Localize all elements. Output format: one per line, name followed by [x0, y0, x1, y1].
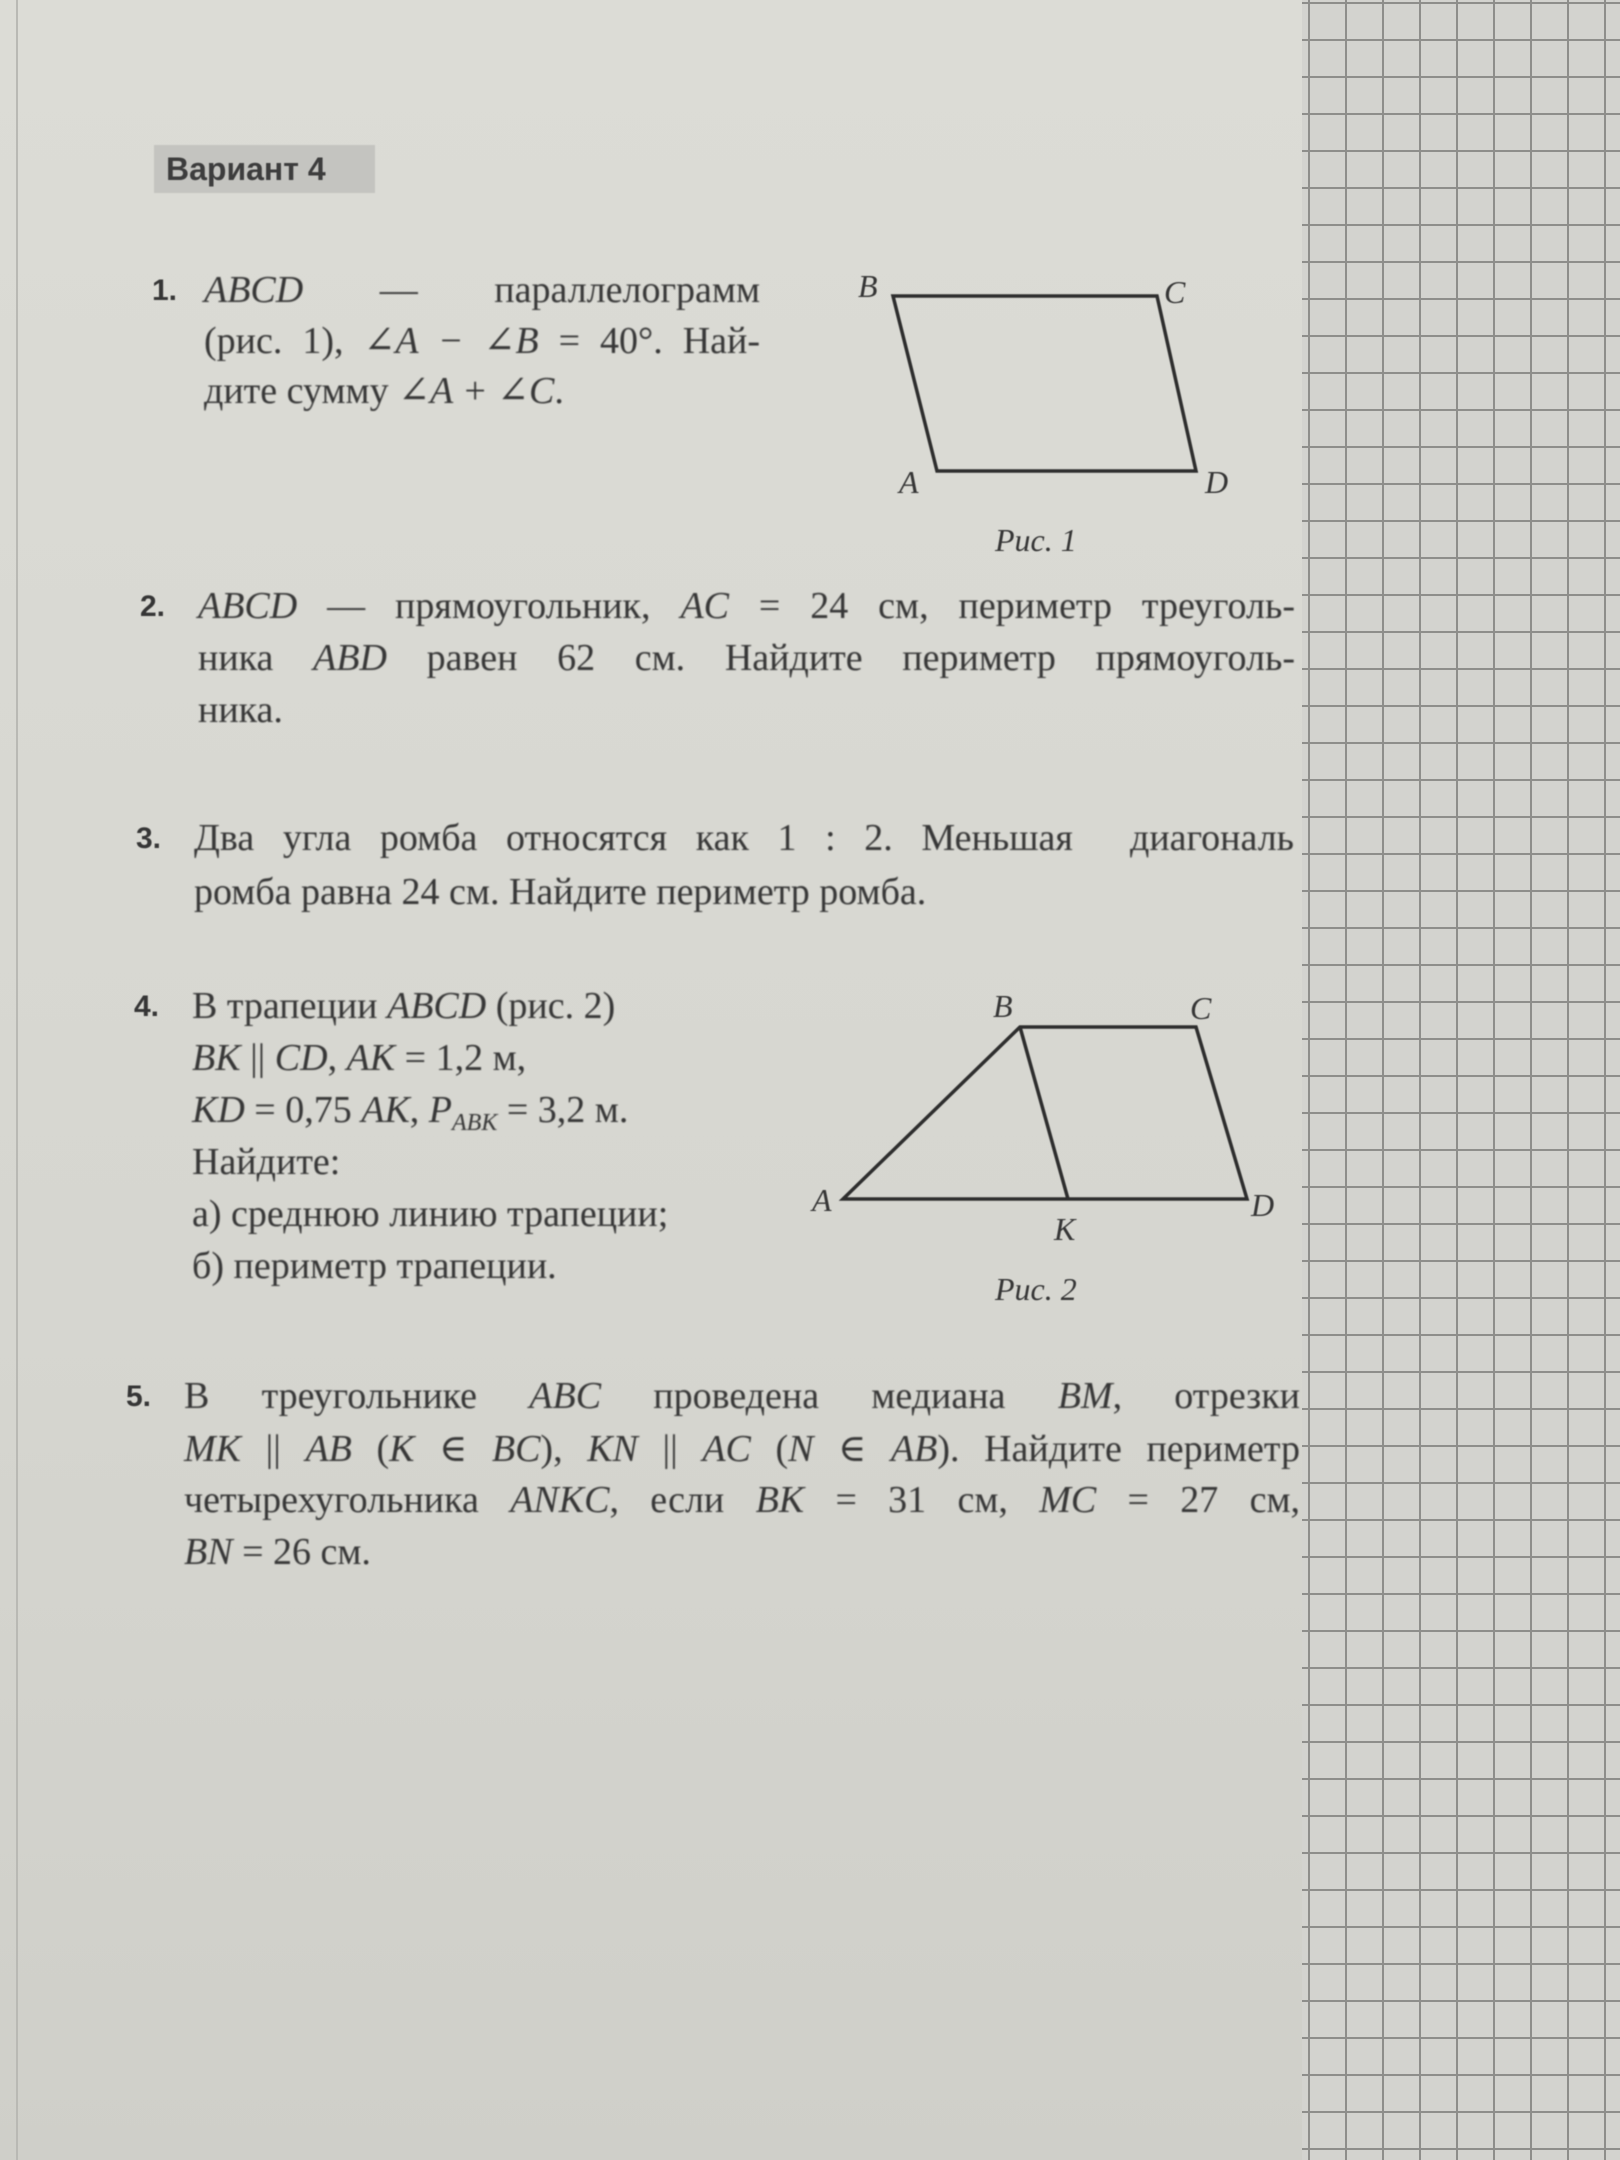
fig1-label-b: B — [858, 268, 878, 304]
fig2-label-d: D — [1251, 1187, 1275, 1223]
text-segment: В трапеции — [192, 985, 387, 1027]
fig2-caption: Рис. 2 — [995, 1271, 1077, 1307]
problem-number: 3. — [136, 822, 162, 855]
math-expression: AK — [361, 1089, 410, 1131]
text-segment: , — [409, 1089, 429, 1131]
text-segment: — прямоугольник, — [297, 585, 681, 627]
parallelogram-abcd — [893, 296, 1196, 471]
math-expression: P — [428, 1089, 453, 1131]
math-expression: ABCD — [204, 269, 304, 311]
math-expression: ANKC — [510, 1479, 610, 1521]
text-segment: = 31 см, — [804, 1479, 1040, 1521]
text-segment: дите сумму — [204, 370, 399, 412]
problem-number: 5. — [126, 1380, 152, 1413]
text-segment: , — [327, 1037, 347, 1079]
segment-bk — [1020, 1027, 1068, 1199]
text-segment: = 0,75 — [244, 1089, 362, 1131]
math-expression: BK — [755, 1479, 805, 1521]
math-expression: MC — [1039, 1479, 1097, 1521]
math-expression: KN — [587, 1428, 638, 1470]
text-segment: В треугольнике — [184, 1375, 530, 1417]
fig2-label-b: B — [993, 988, 1013, 1024]
text-segment: = 3,2 м. — [497, 1089, 629, 1131]
math-expression: ABCD — [198, 585, 298, 627]
math-expression: N — [788, 1428, 814, 1470]
text-segment: , отрезки — [1112, 1375, 1300, 1417]
text-segment: а) среднюю линию трапеции; — [192, 1193, 669, 1235]
fig1-label-c: C — [1164, 274, 1186, 310]
problem-number: 4. — [134, 990, 160, 1023]
fig2-label-c: C — [1190, 990, 1212, 1026]
text-segment: ∈ — [813, 1428, 891, 1470]
math-expression: AC — [680, 585, 729, 627]
math-expression: ABC — [529, 1375, 602, 1417]
text-segment: ( — [750, 1428, 789, 1470]
text-segment: ( — [351, 1428, 390, 1470]
problem-number: 2. — [140, 590, 166, 623]
text-segment: || — [241, 1428, 306, 1470]
text-segment: ромба равна 24 см. Найдите периметр ромба. — [194, 871, 927, 913]
math-expression: ∠A + ∠C — [398, 370, 555, 412]
math-expression: ABCD — [387, 985, 487, 1027]
text-segment: ∈ — [414, 1428, 492, 1470]
text-segment: — параллелограмм — [303, 269, 760, 311]
math-expression: AC — [702, 1428, 751, 1470]
text-segment: Найдите: — [192, 1141, 341, 1183]
math-expression: KD — [192, 1089, 245, 1131]
text-segment: || — [637, 1428, 703, 1470]
text-segment: , если — [609, 1479, 756, 1521]
math-expression: AB — [305, 1428, 352, 1470]
math-expression: CD — [274, 1037, 328, 1079]
text-segment: Два угла ромба относятся как 1 : 2. Меньшая диагональ — [194, 817, 1294, 859]
fig2-label-k: K — [1054, 1211, 1076, 1247]
text-segment: = 27 см, — [1096, 1479, 1300, 1521]
math-expression: BN — [184, 1531, 233, 1573]
text-segment: проведена медиана — [601, 1375, 1058, 1417]
text-segment: (рис. 1), — [204, 320, 364, 362]
fig1-label-a: A — [899, 464, 919, 500]
text-segment: . — [554, 370, 564, 412]
math-expression: AB — [890, 1428, 938, 1470]
fig1-caption: Рис. 1 — [995, 522, 1077, 558]
text-segment: ника. — [198, 689, 283, 731]
text-segment: б) периметр трапеции. — [192, 1245, 557, 1287]
text-segment: ), — [540, 1428, 588, 1470]
text-segment: четырехугольника — [184, 1479, 511, 1521]
text-segment: ника — [198, 637, 314, 679]
fig1-label-d: D — [1205, 464, 1229, 500]
math-expression: BK — [192, 1037, 241, 1079]
subscript-text: ABK — [452, 1110, 498, 1136]
problem-number: 1. — [152, 274, 178, 307]
text-segment: || — [240, 1037, 275, 1079]
math-expression: BM — [1057, 1375, 1113, 1417]
text-segment: = 40°. Най- — [538, 320, 760, 362]
math-expression: K — [389, 1428, 415, 1470]
text-segment: = 1,2 м, — [395, 1037, 527, 1079]
math-expression: BC — [491, 1428, 541, 1470]
text-segment: (рис. 2) — [486, 985, 616, 1027]
text-segment: = 24 см, периметр треуголь- — [729, 585, 1295, 627]
text-segment: ). Найдите периметр — [937, 1428, 1300, 1470]
math-expression: MK — [184, 1428, 241, 1470]
variant-title: Вариант 4 — [154, 145, 375, 193]
math-expression: AK — [346, 1037, 396, 1079]
text-segment: = 26 см. — [232, 1531, 371, 1573]
math-expression: ∠A − ∠B — [363, 320, 539, 362]
math-expression: ABD — [313, 637, 387, 679]
fig2-label-a: A — [812, 1182, 832, 1218]
text-segment: равен 62 см. Найдите периметр прямоуголь- — [386, 637, 1295, 679]
